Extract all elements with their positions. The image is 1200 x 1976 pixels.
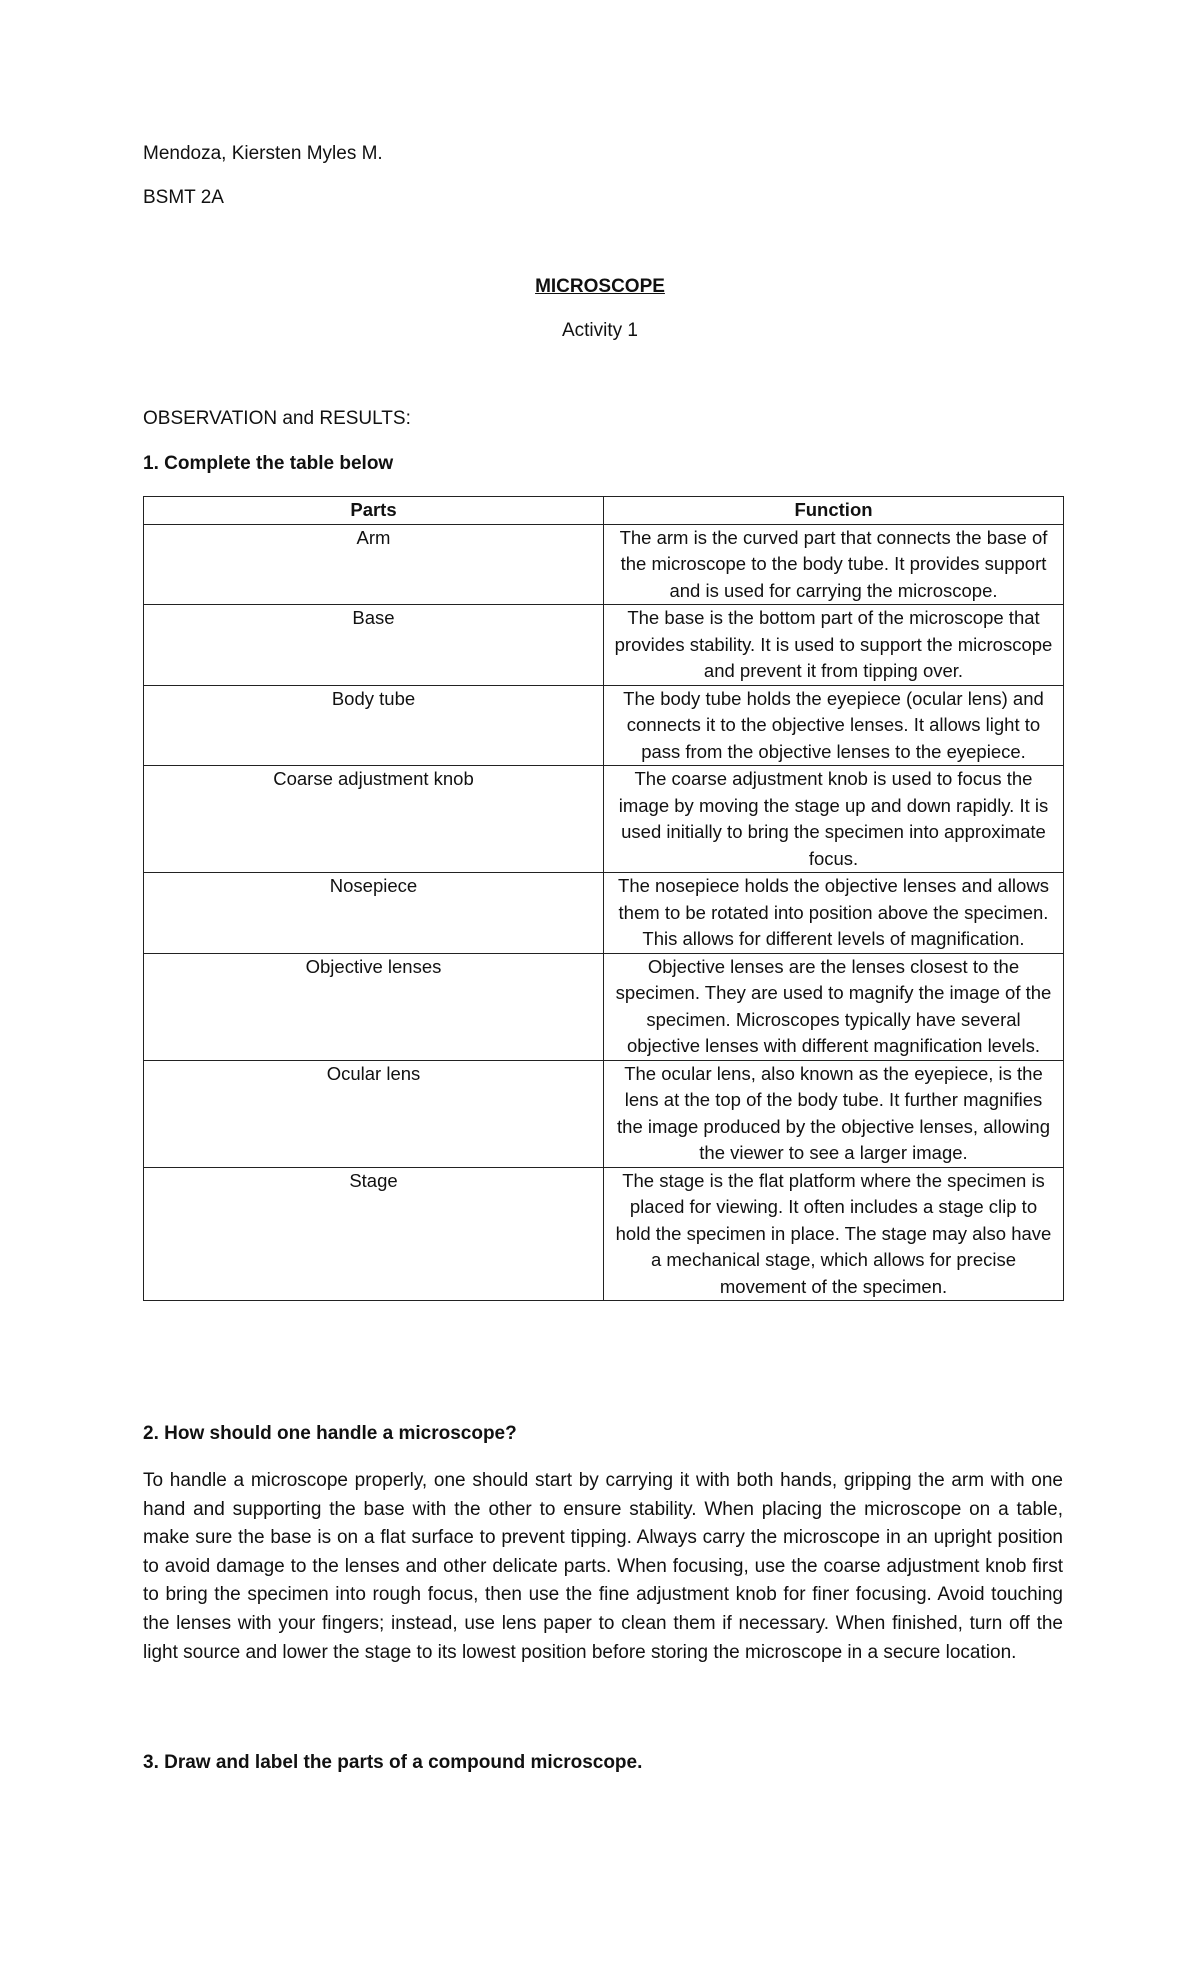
question-1-label: 1. Complete the table below <box>143 453 394 474</box>
table-row <box>144 524 1064 605</box>
table-row <box>144 1167 1064 1301</box>
function-cell: The nosepiece holds the objective lenses and allows them to be rotated into position above the specimen. This allows for different levels of magnification. <box>604 873 1064 954</box>
table-row <box>144 685 1064 766</box>
table-row <box>144 1060 1064 1167</box>
question-2-label: 2. How should one handle a microscope? <box>143 1423 517 1444</box>
part-cell: Arm <box>144 524 604 605</box>
student-name: Mendoza, Kiersten Myles M. <box>143 143 383 164</box>
document-subtitle: Activity 1 <box>561 320 639 341</box>
parts-function-table <box>143 496 1064 1301</box>
function-cell: Objective lenses are the lenses closest to the specimen. They are used to magnify the image of the specimen. Microscopes typically have several objective lenses with different magnification levels. <box>604 953 1064 1060</box>
part-cell: Base <box>144 605 604 686</box>
function-cell: The body tube holds the eyepiece (ocular lens) and connects it to the objective lenses. It allows light to pass from the objective lenses to the eyepiece. <box>604 685 1064 766</box>
table-row <box>144 873 1064 954</box>
table-header-row <box>144 497 1064 525</box>
student-section: BSMT 2A <box>143 187 224 208</box>
column-header-parts: Parts <box>144 497 604 525</box>
table-row <box>144 953 1064 1060</box>
part-cell: Ocular lens <box>144 1060 604 1167</box>
part-cell: Nosepiece <box>144 873 604 954</box>
part-cell: Body tube <box>144 685 604 766</box>
question-3-label: 3. Draw and label the parts of a compound microscope. <box>143 1752 643 1773</box>
observation-heading: OBSERVATION and RESULTS: <box>143 408 411 429</box>
part-cell: Objective lenses <box>144 953 604 1060</box>
part-cell: Stage <box>144 1167 604 1301</box>
part-cell: Coarse adjustment knob <box>144 766 604 873</box>
table-row <box>144 605 1064 686</box>
function-cell: The coarse adjustment knob is used to focus the image by moving the stage up and down rapidly. It is used initially to bring the specimen into approximate focus. <box>604 766 1064 873</box>
function-cell: The arm is the curved part that connects the base of the microscope to the body tube. It provides support and is used for carrying the microscope. <box>604 524 1064 605</box>
function-cell: The stage is the flat platform where the specimen is placed for viewing. It often includes a stage clip to hold the specimen in place. The stage may also have a mechanical stage, which allows for precise movement of the specimen. <box>604 1167 1064 1301</box>
table-row <box>144 766 1064 873</box>
question-2-answer: To handle a microscope properly, one should start by carrying it with both hands, gripping the arm with one hand and supporting the base with the other to ensure stability. When placing the microscope on a table, make sure the base is on a flat surface to prevent tipping. Always carry the microscope in an upright position to avoid damage to the lenses and other delicate parts. When focusing, use the coarse adjustment knob first to bring the specimen into rough focus, then use the fine adjustment knob for finer focusing. Avoid touching the lenses with your fingers; instead, use lens paper to clean them if necessary. When finished, turn off the light source and lower the stage to its lowest position before storing the microscope in a secure location. <box>143 1470 1063 1663</box>
function-cell: The base is the bottom part of the microscope that provides stability. It is used to support the microscope and prevent it from tipping over. <box>604 605 1064 686</box>
column-header-function: Function <box>604 497 1064 525</box>
document-title <box>0 276 1200 298</box>
function-cell: The ocular lens, also known as the eyepiece, is the lens at the top of the body tube. It further magnifies the image produced by the objective lenses, allowing the viewer to see a larger image. <box>604 1060 1064 1167</box>
document-title-text: MICROSCOPE <box>535 276 665 297</box>
